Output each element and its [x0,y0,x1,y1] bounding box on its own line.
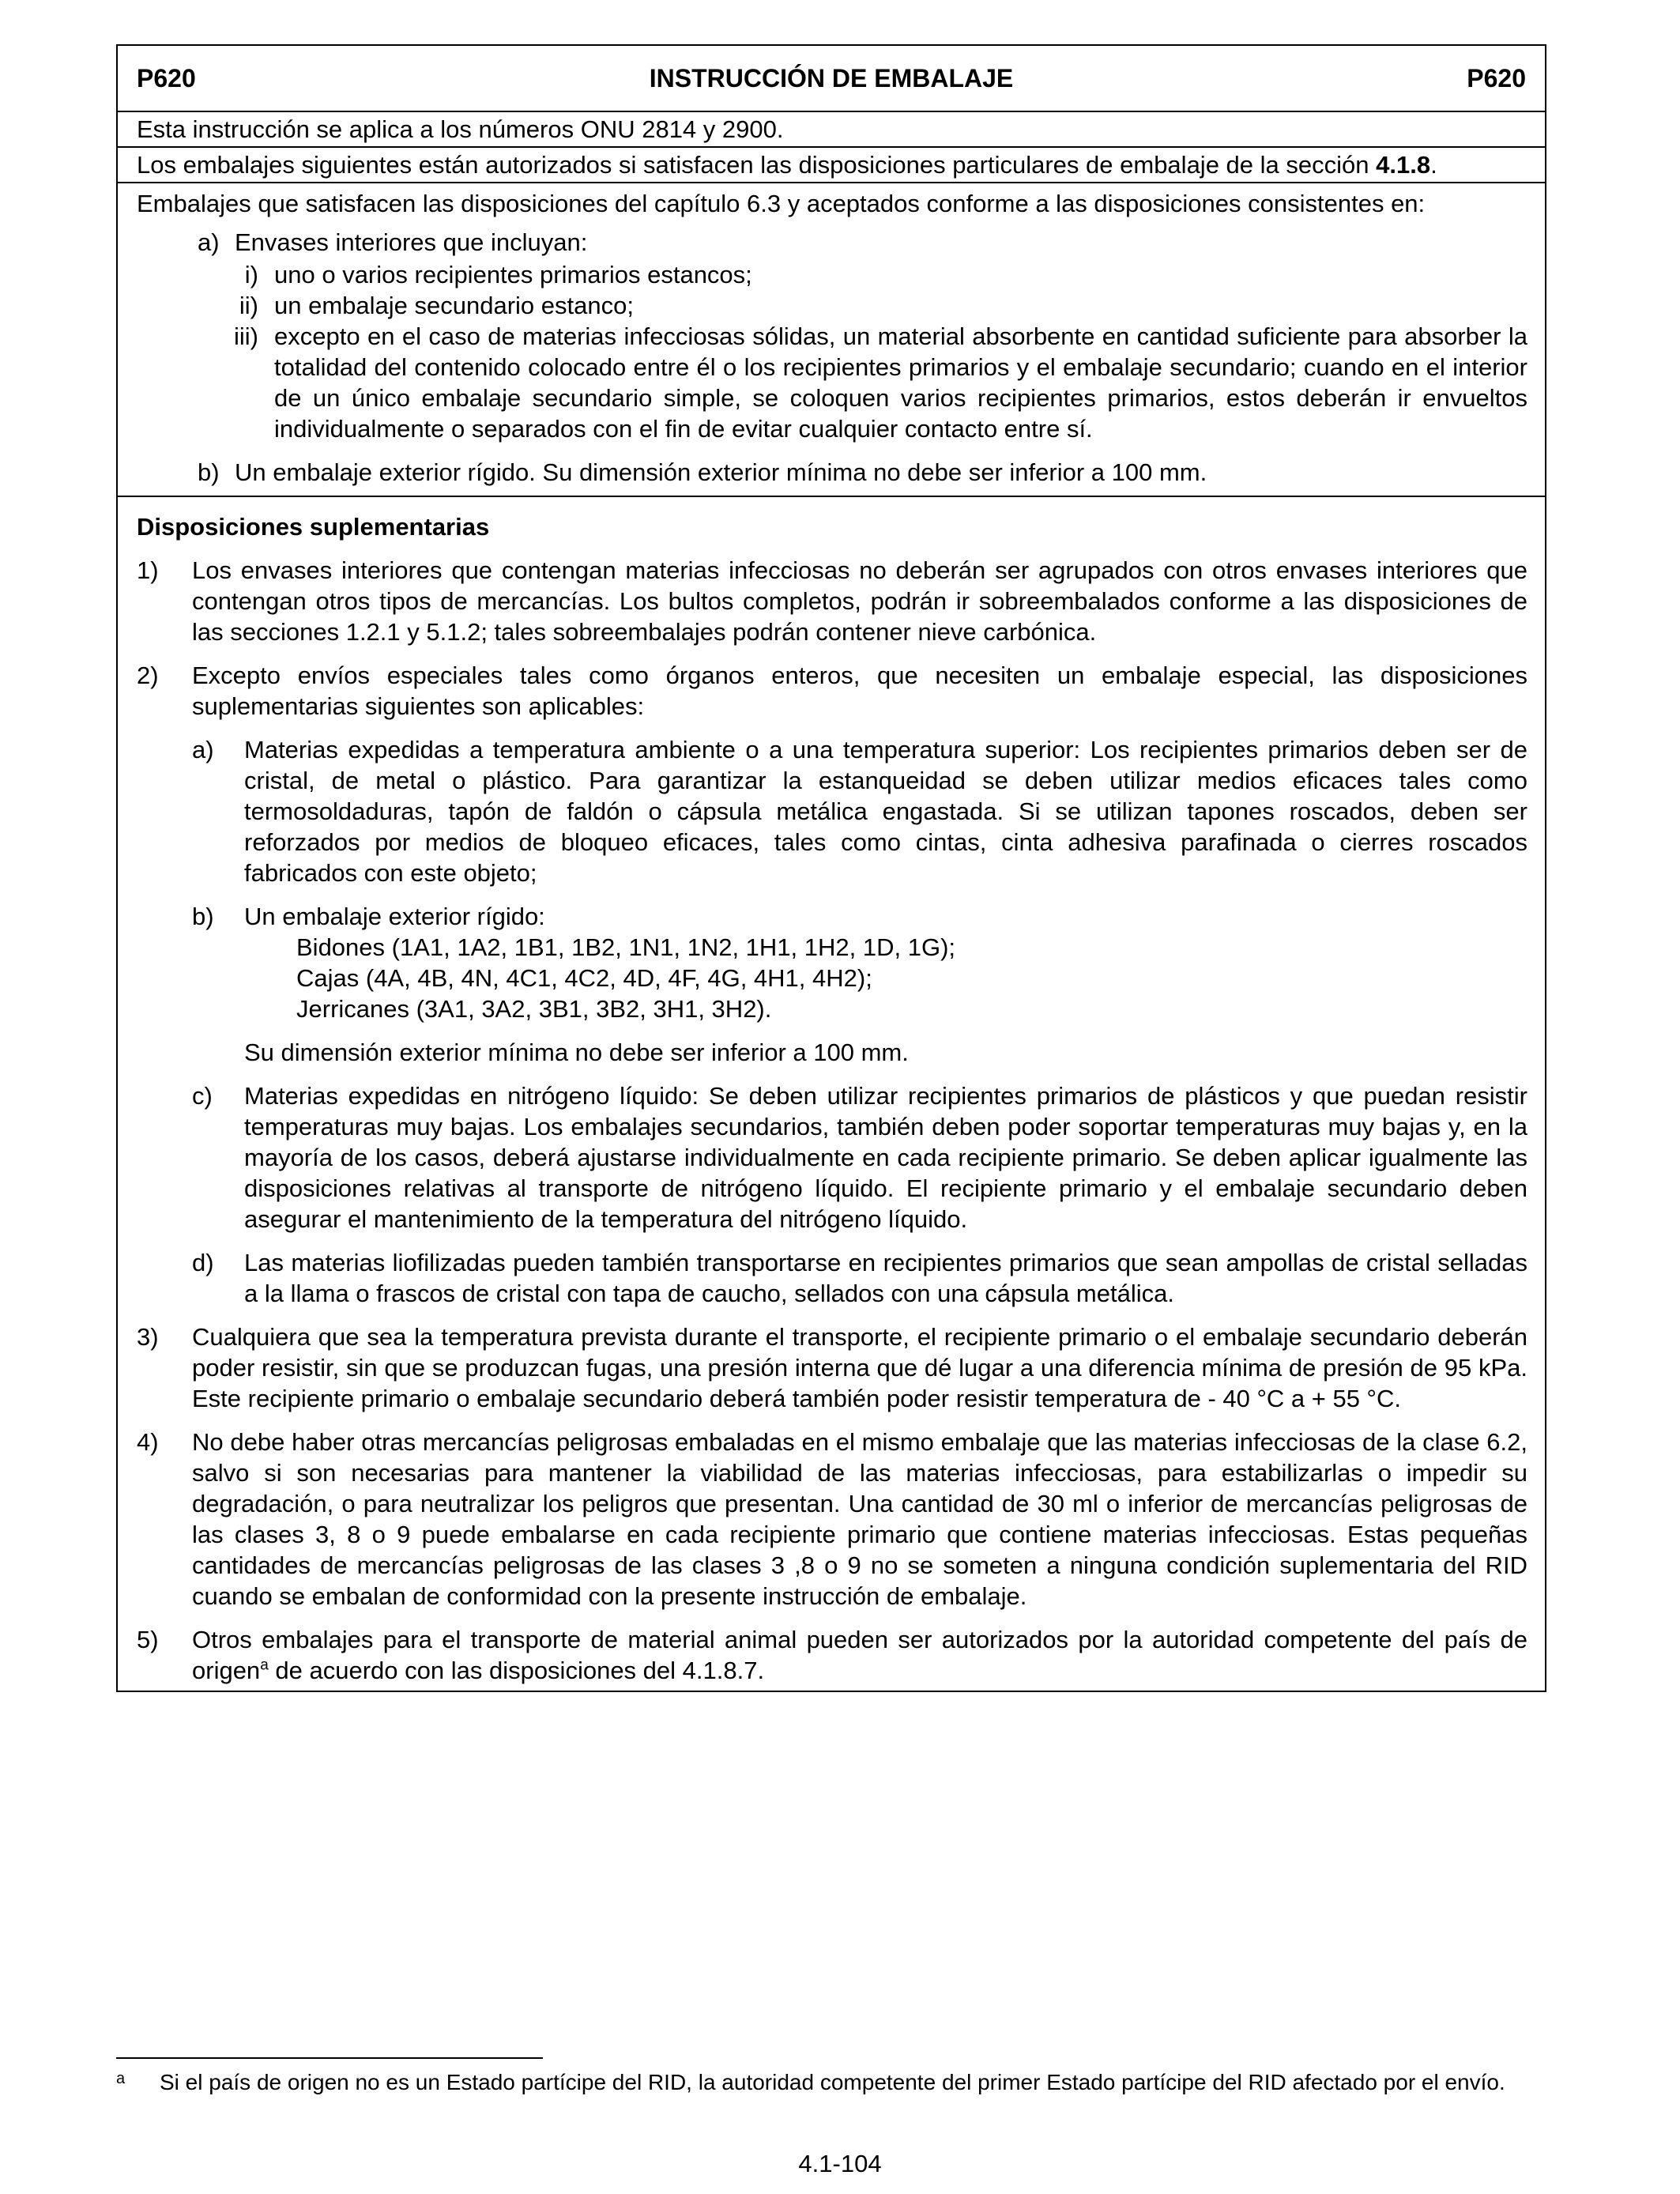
provision-text: Excepto envíos especiales tales como órganos enteros, que necesiten un embalaje especial, las disposiciones suplementarias siguientes son aplicables: [192,662,1527,720]
provision-2d [137,1247,1527,1309]
instruction-code-right: P620 [1467,64,1526,92]
subprovision-label: b) [192,903,214,930]
list-item-text: un embalaje secundario estanco; [274,292,634,319]
footnote [116,2069,1546,2096]
provision-5-start: Otros embalajes para el transporte de material animal pueden ser autorizados por la autoridad competente del país de origen [192,1626,1527,1684]
list-item [137,259,1527,290]
provision-4 [137,1427,1527,1612]
subprovision-text: Las materias liofilizadas pueden también transportarse en recipientes primarios que sean ampollas de cristal selladas a la llama o frascos de cristal con tapa de caucho, sellados con una cápsula metálica. [244,1249,1527,1307]
packagings-row [118,183,1545,497]
authorization-text [137,149,1527,180]
applicability-row [118,112,1545,148]
provision-text [192,1624,1527,1686]
authorization-body: Los embalajes siguientes están autorizados si satisfacen las disposiciones particulares de embalaje de la sección [137,151,1377,179]
item-a-text: Envases interiores que incluyan: [235,228,588,256]
item-a-label: a) [198,228,220,256]
applicability-text: Esta instrucción se aplica a los números ONU 2814 y 2900. [137,115,784,143]
footnote-divider [116,2057,543,2059]
table-title: INSTRUCCIÓN DE EMBALAJE [649,64,1014,92]
provision-1 [137,555,1527,647]
provision-2c [137,1080,1527,1235]
item-a [137,227,1527,258]
provision-2 [137,660,1527,722]
subprovision-label: a) [192,736,214,763]
list-item-label: i) [244,261,258,288]
authorization-end: . [1430,151,1437,179]
provision-number: 4) [137,1428,159,1456]
subprovision-label: d) [192,1249,214,1276]
minimum-dimension-note: Su dimensión exterior mínima no debe ser inferior a 100 mm. [244,1039,909,1066]
packing-instruction-table [116,44,1546,1692]
provision-number: 3) [137,1323,159,1351]
provision-number: 1) [137,556,159,584]
subprovision-text: Un embalaje exterior rígido: [244,903,545,930]
list-item [137,290,1527,321]
list-item-text: excepto en el caso de materias infecciosas sólidas, un material absorbente en cantidad suficiente para absorber la totalidad del contenido colocado entre él o los recipientes primarios y el embalaje secundario; cuando en el interior de un único embalaje secundario simple, se coloquen varios recipientes primarios, estos deberán ir envueltos individualmente o separados con el fin de evitar cualquier contacto entre sí. [274,322,1527,443]
subprovision-label: c) [192,1082,213,1110]
footnote-marker: a [116,2070,126,2087]
outer-packaging-list [137,932,1527,1024]
provision-3 [137,1321,1527,1414]
footnote-reference: a [260,1657,269,1674]
supplementary-provisions [118,497,1545,1691]
list-item: Cajas (4A, 4B, 4N, 4C1, 4C2, 4D, 4F, 4G, 4H1, 4H2); [296,964,872,992]
provision-text: No debe haber otras mercancías peligrosas embaladas en el mismo embalaje que las materias infecciosas de la clase 6.2, salvo si son necesarias para mantener la viabilidad de las materias infecciosas, para estabilizarlas o impedir su degradación, o para neutralizar los peligros que presentan. Una cantidad de 30 ml o inferior de mercancías peligrosas de las clases 3, 8 o 9 puede embalarse en cada recipiente primario que contiene materias infecciosas. Estas pequeñas cantidades de mercancías peligrosas de las clases 3 ,8 o 9 no se someten a ninguna condición suplementaria del RID cuando se embalan de conformidad con la presente instrucción de embalaje. [192,1428,1527,1610]
section-title: Disposiciones suplementarias [137,513,490,541]
authorization-row [118,148,1545,183]
list-item-text: uno o varios recipientes primarios estancos; [274,261,752,288]
subprovision-text: Materias expedidas a temperatura ambiente o a una temperatura superior: Los recipientes primarios deben ser de cristal, de metal o plástico. Para garantizar la estanqueidad se deben utilizar medios eficaces tales como termosoldaduras, tapón de faldón o cápsula metálica engastada. Si se utilizan tapones roscados, deben ser reforzados por medios de bloqueo eficaces, tales como cintas, cinta adhesiva parafinada o cierres roscados fabricados con este objeto; [244,736,1527,887]
item-b-label: b) [198,458,220,486]
footnote-text: Si el país de origen no es un Estado partícipe del RID, la autoridad competente del primer Estado partícipe del RID afectado por el envío. [160,2070,1505,2094]
provision-2b [137,901,1527,932]
subprovision-text: Materias expedidas en nitrógeno líquido: Se deben utilizar recipientes primarios de plásticos y que puedan resistir temperaturas muy bajas. Los embalajes secundarios, también deben poder soportar temperaturas muy bajas y, en la mayoría de los casos, deberá ajustarse individualmente en cada recipiente primario. Se deben aplicar igualmente las disposiciones relativas al transporte de nitrógeno líquido. El recipiente primario y el embalaje secundario deben asegurar el mantenimiento de la temperatura del nitrógeno líquido. [244,1082,1527,1233]
instruction-code-left: P620 [137,64,196,92]
list-item: Jerricanes (3A1, 3A2, 3B1, 3B2, 3H1, 3H2). [296,995,772,1023]
list-item-label: iii) [234,322,258,350]
provision-text: Cualquiera que sea la temperatura prevista durante el transporte, el recipiente primario o el embalaje secundario deberán poder resistir, sin que se produzcan fugas, una presión interna que dé lugar a una diferencia mínima de presión de 95 kPa. Este recipiente primario o embalaje secundario deberá también poder resistir temperatura de - 40 °C a + 55 °C. [192,1323,1527,1412]
item-b [137,457,1527,488]
packagings-intro: Embalajes que satisfacen las disposiciones del capítulo 6.3 y aceptados conforme a las disposiciones consistentes en: [137,190,1426,217]
list-item [137,321,1527,444]
inner-packaging-list [137,259,1527,444]
provision-number: 2) [137,662,159,689]
table-header [118,46,1545,112]
provision-5 [137,1624,1527,1686]
provision-2a [137,734,1527,888]
provision-5-end: de acuerdo con las disposiciones del 4.1.8.7. [268,1657,765,1684]
provision-text: Los envases interiores que contengan materias infecciosas no deberán ser agrupados con otros envases interiores que contengan otros tipos de mercancías. Los bultos completos, podrán ir sobreembalados conforme a las disposiciones de las secciones 1.2.1 y 5.1.2; tales sobreembalajes podrán contener nieve carbónica. [192,556,1527,646]
item-b-text: Un embalaje exterior rígido. Su dimensión exterior mínima no debe ser inferior a 100 mm. [235,458,1207,486]
list-item: Bidones (1A1, 1A2, 1B1, 1B2, 1N1, 1N2, 1H1, 1H2, 1D, 1G); [296,933,956,961]
section-reference: 4.1.8 [1376,151,1431,179]
list-item-label: ii) [239,292,258,319]
provision-number: 5) [137,1626,159,1653]
page-number: 4.1-104 [798,2150,882,2177]
